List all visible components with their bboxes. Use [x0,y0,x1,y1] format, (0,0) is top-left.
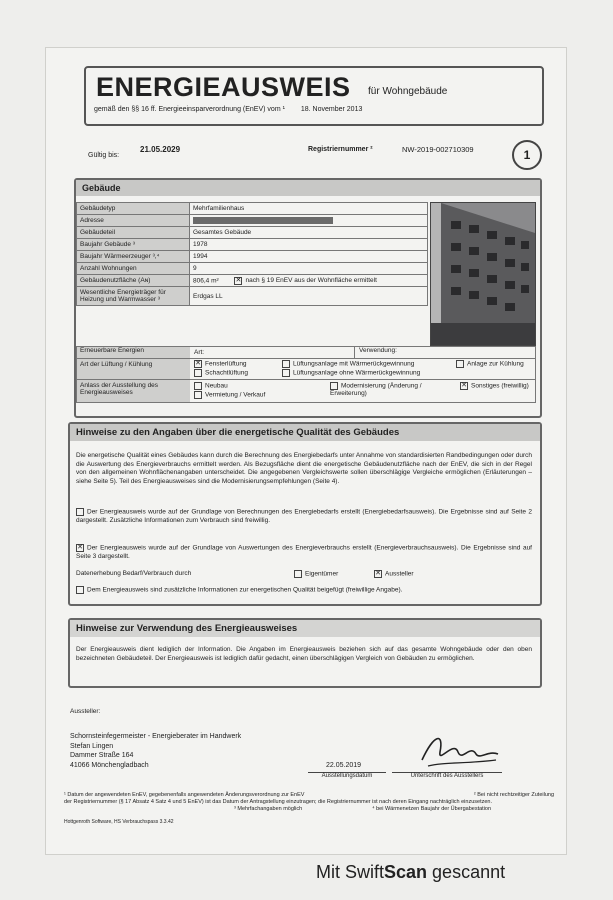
option-label: Lüftungsanlage ohne Wärmerückgewinnung [293,369,421,377]
table-row [77,215,428,227]
row-value [190,215,428,227]
footnote-1b: der Registriernummer (§ 17 Absatz 4 Satz 4 und 5 EnEV) ist das Datum der Antragstellung einzutragen; die Registriernummer ist nach deren Eingang nachträglich einzusetzen. [64,799,493,805]
extra-rows [76,346,536,403]
option-demand-based [76,508,532,526]
scan-suffix: gescannt [427,862,506,882]
ventilation-options [190,359,535,379]
checkbox [76,508,84,516]
issue-date-label: Ausstellungsdatum [308,772,386,779]
renewable-row [76,346,536,359]
option-vermietung [194,391,265,399]
issuer-line: 41066 Mönchengladbach [70,761,149,769]
option-modernisierung [330,382,440,397]
row-label: Baujahr Wärmeerzeuger ³,⁴ [77,251,190,263]
checkbox-checked: ✕ [77,544,83,551]
checkbox [282,360,290,368]
page-number-badge: 1 [512,140,542,170]
software-note: Hottgenroth Software, HS Verbrauchspass 3.3.42 [64,819,174,825]
row-value: Gesamtes Gebäude [190,227,428,239]
option-consumption-based [76,544,532,562]
table-row [77,251,428,263]
data-collection-label: Datenerhebung Bedarf/Verbrauch durch [76,570,192,577]
checkbox [282,369,290,377]
building-table [76,202,428,306]
scan-bold: Scan [384,862,428,882]
owner-option [294,570,338,579]
building-photo-image [431,203,535,345]
law-date: 18. November 2013 [300,106,363,113]
option-schachtlueftung [194,369,248,377]
table-row [77,203,428,215]
option-label: Modernisierung (Änderung / Erweiterung) [330,382,422,397]
table-row [77,263,428,275]
option-label: Fensterlüftung [205,360,247,368]
issue-date: 22.05.2019 [326,762,362,769]
law-reference [94,106,362,113]
renewable-label: Erneuerbare Energien [77,347,190,358]
option-sonstiges [460,382,530,390]
scan-prefix: Mit Swift [316,862,385,882]
issuer-address [70,732,241,770]
option-label: Schachtlüftung [205,369,249,377]
area-note: nach § 19 EnEV aus der Wohnfläche ermittelt [245,277,377,285]
table-row [77,227,428,239]
signature-label: Unterschrift des Ausstellers [392,772,502,779]
additional-info-option [76,586,402,595]
row-value: 1994 [190,251,428,263]
registration-number: NW-2019-002710309 [402,145,474,154]
issuer-line: Dammer Straße 164 [70,752,134,759]
valid-label: Gültig bis: [88,152,120,159]
row-label: Wesentliche Energieträger für Heizung und Warmwasser ³ [77,287,190,306]
issuer-label: Aussteller [385,570,414,578]
option-lueftung-ohne [282,369,420,377]
footnote-1: ¹ Datum der angewendeten EnEV, gegebenenfalls angewendeten Änderungsverordnung zur EnEV [64,792,305,798]
checkbox [194,382,202,390]
reason-label: Anlass der Ausstellung des Energieausweises [77,380,190,402]
table-row [77,275,428,287]
row-label: Adresse [77,215,190,227]
option-kuehlung [456,360,526,368]
signature-image [414,730,504,774]
row-label: Anzahl Wohnungen [77,263,190,275]
issuer-line: Stefan Lingen [70,742,114,750]
footnote-row [64,792,554,799]
checkbox [330,382,338,390]
option-label: Neubau [205,382,228,390]
checkbox [294,570,302,578]
option-label: Vermietung / Verkauf [205,391,266,399]
checkbox-checked: ✕ [235,276,242,284]
footnote-3: ³ Mehrfachangaben möglich [234,806,303,812]
option-label: Anlage zur Kühlung [467,360,524,368]
footnote-row [64,806,554,813]
row-value: Mehrfamilienhaus [190,203,428,215]
document-title: ENERGIEAUSWEIS [96,72,351,102]
owner-label: Eigentümer [305,570,339,578]
row-value: 1978 [190,239,428,251]
checkbox-checked: ✕ [375,570,381,577]
additional-info-text: Dem Energieausweis sind zusätzliche Informationen zur energetischen Qualität beigefügt (freiwillige Angabe). [87,586,403,594]
document-page [46,48,566,854]
option-neubau [194,382,228,390]
info-text: Die energetische Qualität eines Gebäudes kann durch die Berechnung des Energiebedarfs unter Annahme von standardisierten Randbedingungen oder durch die Auswertung des Energieverbrauchs ermittelt werden. Als Bezugsfläche dient die energetische Gebäudenutzfläche nach der EnEV, die sich in der Regel von den allgemeinen Wohnflächenangaben unterscheidet. Die angegebenen Vergleichswerte sollen überschlägige Vergleiche ermöglichen (Erläuterungen – siehe Seite 5). Teil des Energieausweises sind die Modernisierungsempfehlungen (Seite 4). [76,452,532,485]
row-value [190,275,428,287]
footnote-2: ² Bei nicht rechtzeitiger Zuteilung [473,792,554,798]
checkbox-checked: ✕ [195,360,201,367]
option-consumption-text: Der Energieausweis wurde auf der Grundlage von Auswertungen des Energieverbrauchs erstellt (Energieverbrauchsausweis). Die Ergebnisse sind auf Seite 3 dargestellt. [76,544,532,561]
option-label: Sonstiges (freiwillig) [471,382,529,390]
usage-text: Der Energieausweis dient lediglich der Information. Die Angaben im Energieausweis beziehen sich auf das gesamte Wohngebäude oder den oben bezeichneten Gebäudeteil. Der Energieausweis ist lediglich dafür gedacht, einen überschlägigen Vergleich von Gebäuden zu ermöglichen. [76,646,532,662]
footnotes [64,792,554,826]
footnote-4: ⁴ bei Wärmenetzen Baujahr der Übergabestation [372,806,492,812]
checkbox [456,360,464,368]
option-fensterlueftung [194,360,247,368]
issuer-line: Schornsteinfegermeister - Energieberater im Handwerk [70,733,242,740]
reason-options [190,380,535,402]
valid-date: 21.05.2029 [140,145,181,154]
row-value: 9 [190,263,428,275]
registration-label: Registriernummer ² [308,146,373,153]
title-box [84,66,544,126]
building-photo [430,202,536,346]
issuer-option [374,570,414,579]
row-label: Gebäudeteil [77,227,190,239]
ventilation-label: Art der Lüftung / Kühlung [77,359,190,379]
ventilation-row [76,359,536,380]
table-row [77,287,428,306]
renewable-use: Verwendung: [354,347,397,358]
document-subtitle: für Wohngebäude [368,86,448,97]
reason-row [76,380,536,403]
info-heading: Hinweise zu den Angaben über die energetische Qualität des Gebäudes [70,424,540,441]
checkbox [194,391,202,399]
checkbox [76,586,84,594]
law-text: gemäß den §§ 16 ff. Energieeinsparverordnung (EnEV) vom ¹ [94,106,285,113]
option-demand-text: Der Energieausweis wurde auf der Grundlage von Berechnungen des Energiebedarfs erstellt (Energiebedarfsausweis). Die Ergebnisse sind auf Seite 2 dargestellt. Zusätzliche Informationen zum Verbrauch sind freiwillig. [76,508,532,525]
renewable-art: Art: [194,349,205,356]
checkbox-checked: ✕ [461,382,467,389]
redacted-address [193,217,333,224]
scan-watermark [316,862,505,883]
checkbox [194,369,202,377]
option-label: Lüftungsanlage mit Wärmerückgewinnung [293,360,415,368]
row-label: Gebäudenutzfläche (Aɴ) [77,275,190,287]
usage-heading: Hinweise zur Verwendung des Energieausweises [70,620,540,637]
area-value: 806,4 m² [193,277,219,285]
option-lueftung-mit [282,360,414,368]
row-label: Gebäudetyp [77,203,190,215]
issuer-label: Aussteller: [70,708,101,715]
building-heading: Gebäude [76,180,540,196]
row-label: Baujahr Gebäude ³ [77,239,190,251]
table-row [77,239,428,251]
row-value: Erdgas LL [190,287,428,306]
